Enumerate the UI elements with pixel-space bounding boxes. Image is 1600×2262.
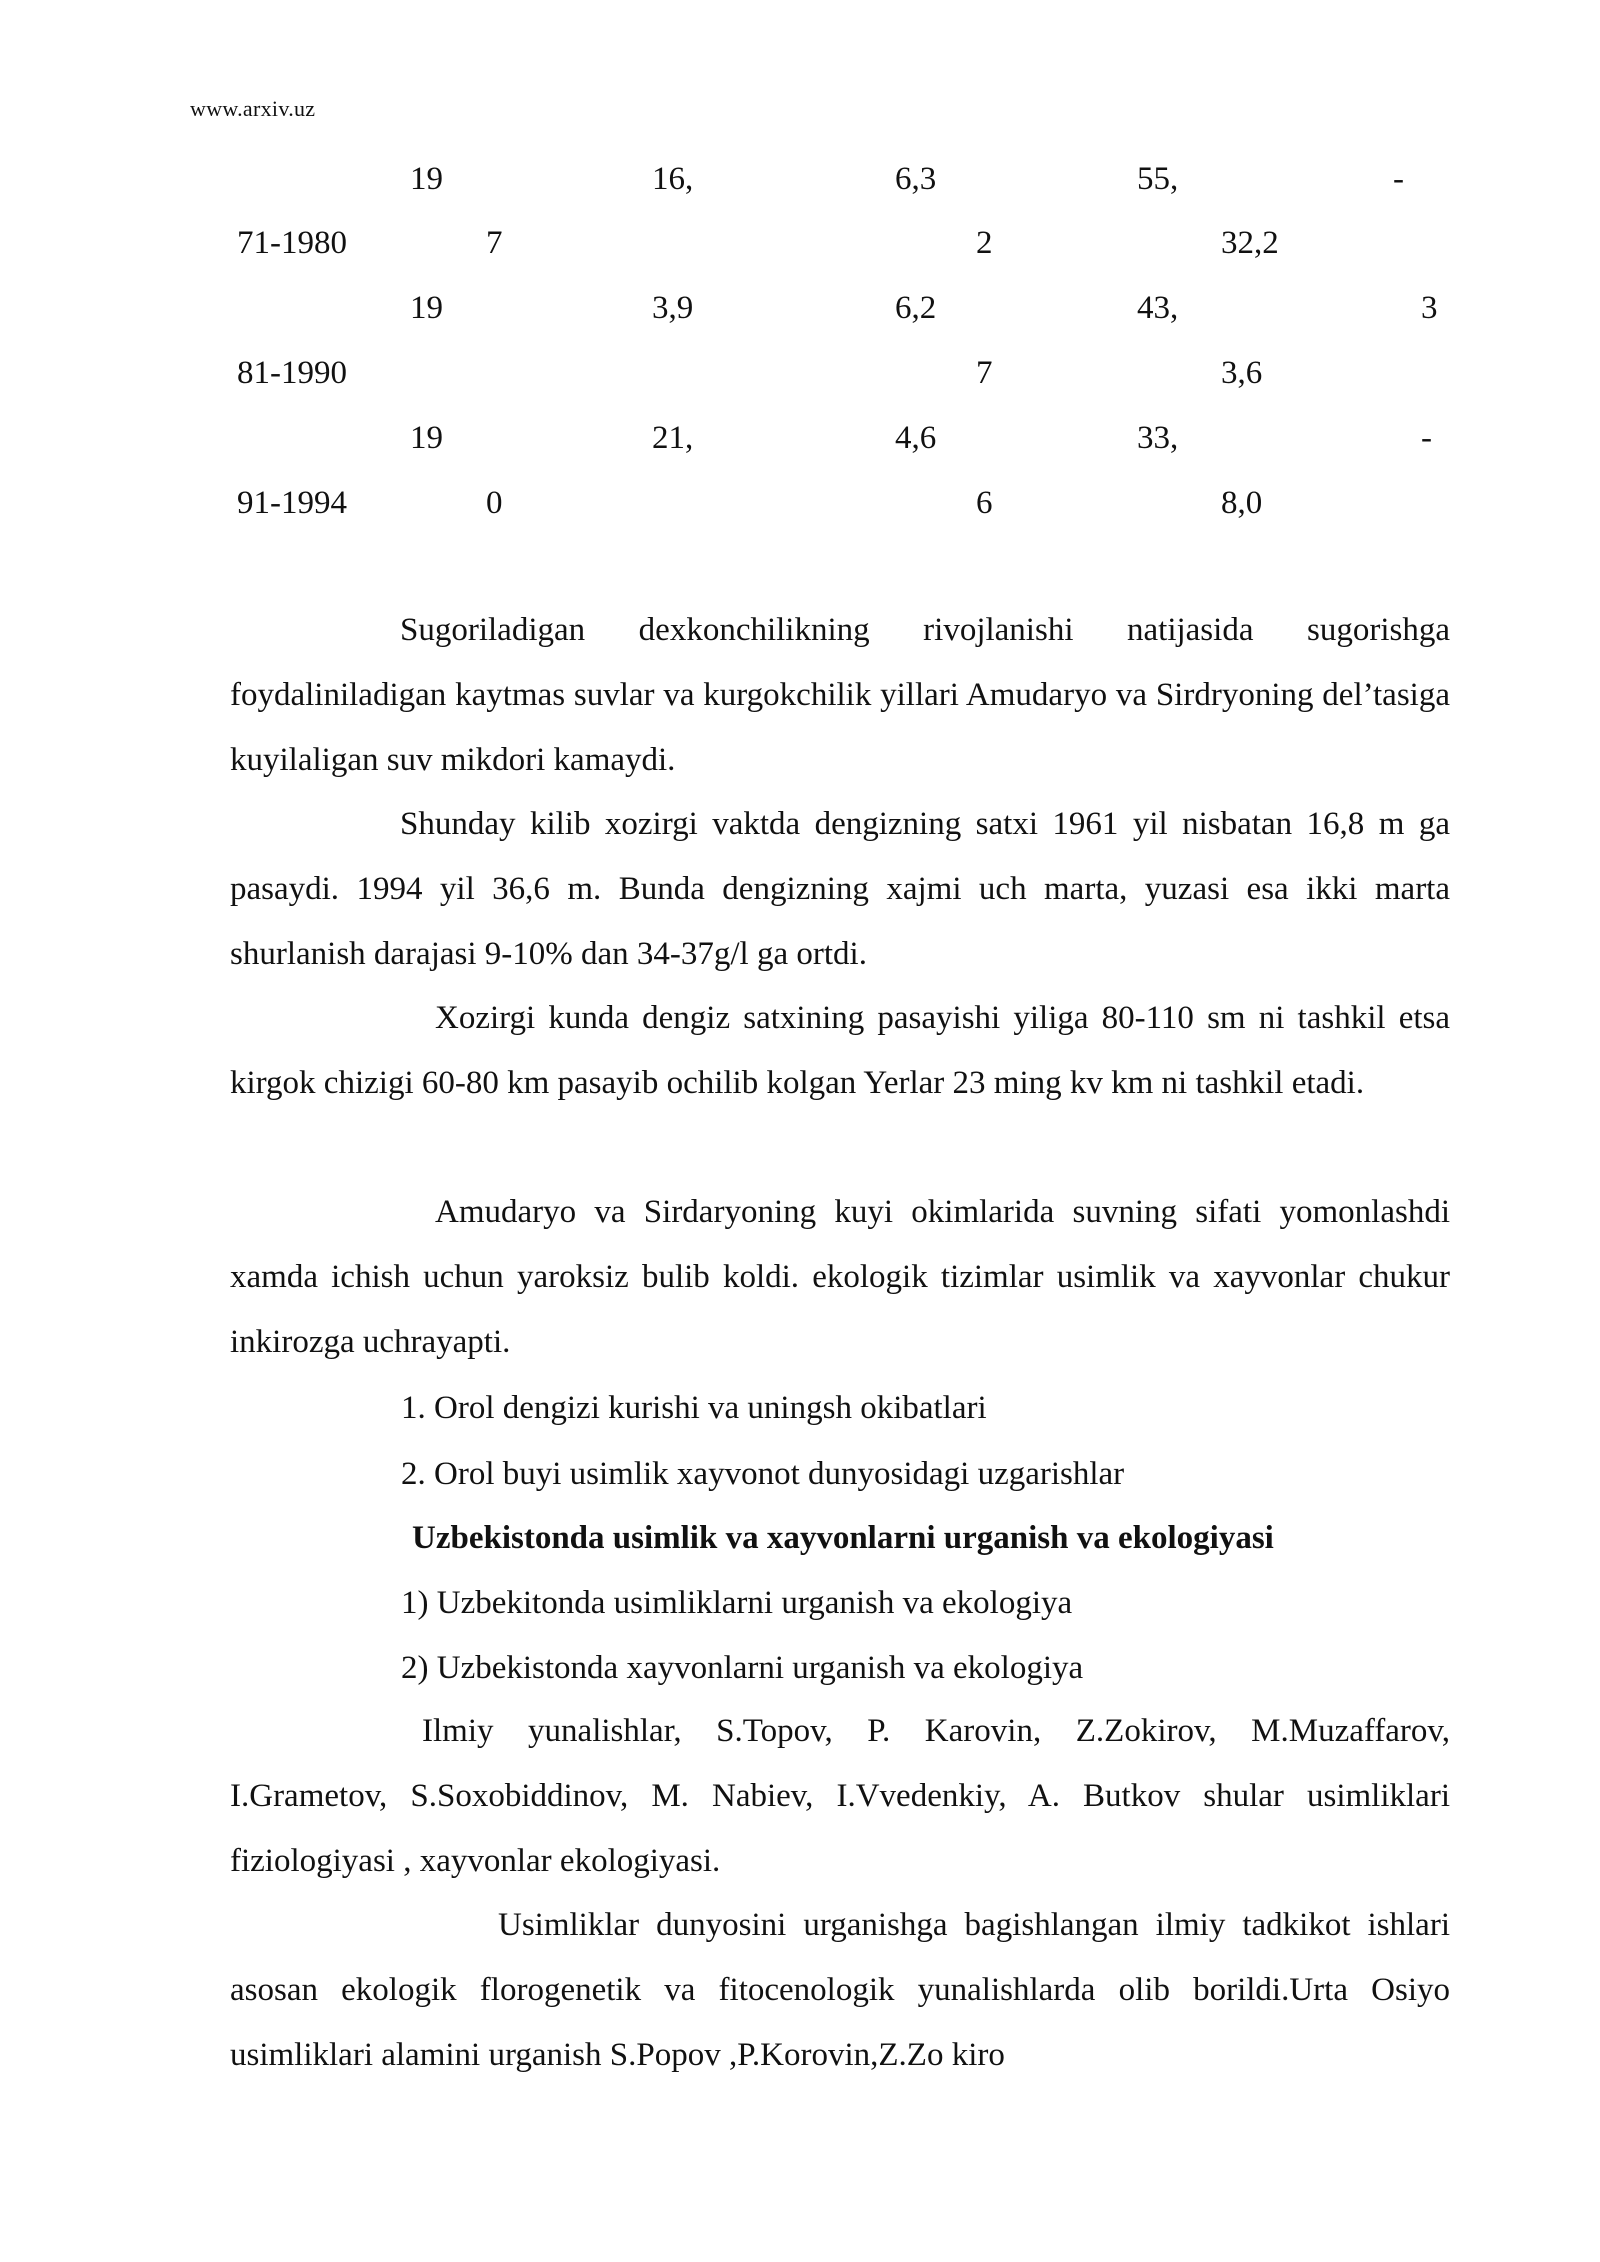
list-item: 1) Uzbekitonda usimliklarni urganish va ekologiya [401, 1585, 1073, 1621]
paragraph [230, 1180, 1450, 1375]
table-cell: 33, [1137, 420, 1179, 456]
table-cell: 8,0 [1221, 485, 1263, 521]
list-item: 2. Orol buyi usimlik xayvonot dunyosidagi uzgarishlar [401, 1456, 1125, 1492]
paragraph-text: Usimliklar dunyosini urganishga bagishlangan ilmiy tadkikot ishlari asosan ekologik florogenetik va fitocenologik yunalishlarda olib borildi.Urta Osiyo usimliklari alamini urganish S.Popov ,P.Korovin,Z.Zo kiro [230, 1907, 1450, 2073]
table-cell: 71-1980 [237, 225, 347, 261]
table-cell: 6,2 [895, 290, 937, 326]
table-cell: 91-1994 [237, 485, 347, 521]
section-heading: Uzbekistonda usimlik va xayvonlarni urganish va ekologiyasi [412, 1520, 1274, 1556]
table-cell: 3,6 [1221, 355, 1263, 391]
paragraph [230, 598, 1450, 793]
list-item: 2) Uzbekistonda xayvonlarni urganish va ekologiya [401, 1650, 1084, 1686]
table-cell: 3 [1421, 290, 1438, 326]
table-cell: - [1421, 420, 1432, 456]
table-cell: 55, [1137, 161, 1179, 197]
table-cell: 19 [410, 420, 443, 456]
paragraph [230, 792, 1450, 987]
paragraph-text: Xozirgi kunda dengiz satxining pasayishi yiliga 80-110 sm ni tashkil etsa kirgok chizigi 60-80 km pasayib ochilib kolgan Yerlar 23 ming kv km ni tashkil etadi. [230, 1000, 1450, 1101]
table-cell: 43, [1137, 290, 1179, 326]
table-cell: 3,9 [652, 290, 694, 326]
paragraph [230, 986, 1450, 1116]
site-url[interactable]: www.arxiv.uz [190, 96, 316, 121]
table-cell: 2 [976, 225, 993, 261]
table-cell: 0 [486, 485, 503, 521]
table-cell: 81-1990 [237, 355, 347, 391]
table-cell: 19 [410, 290, 443, 326]
table-cell: 6,3 [895, 161, 937, 197]
paragraph-text: Amudaryo va Sirdaryoning kuyi okimlarida suvning sifati yomonlashdi xamda ichish uchun yaroksiz bulib koldi. ekologik tizimlar usimlik va xayvonlar chukur inkirozga uchrayapti. [230, 1194, 1450, 1360]
table-cell: 32,2 [1221, 225, 1279, 261]
paragraph [230, 1893, 1450, 2088]
list-item: 1. Orol dengizi kurishi va uningsh okibatlari [401, 1390, 987, 1426]
table-cell: 7 [976, 355, 993, 391]
paragraph-text: Shunday kilib xozirgi vaktda dengizning satxi 1961 yil nisbatan 16,8 m ga pasaydi. 1994 yil 36,6 m. Bunda dengizning xajmi uch marta, yuzasi esa ikki marta shurlanish darajasi 9-10% dan 34-37g/l ga ortdi. [230, 806, 1450, 972]
table-cell: 19 [410, 161, 443, 197]
table-cell: 7 [486, 225, 503, 261]
table-cell: 6 [976, 485, 993, 521]
table-cell: 16, [652, 161, 694, 197]
table-cell: - [1393, 161, 1404, 197]
table-cell: 4,6 [895, 420, 937, 456]
paragraph [230, 1699, 1450, 1894]
paragraph-text: Ilmiy yunalishlar, S.Topov, P. Karovin, Z.Zokirov, M.Muzaffarov, I.Grametov, S.Soxobiddinov, M. Nabiev, I.Vvedenkiy, A. Butkov shular usimliklari fiziologiyasi , xayvonlar ekologiyasi. [230, 1713, 1450, 1879]
table-cell: 21, [652, 420, 694, 456]
paragraph-text: Sugoriladigan dexkonchilikning rivojlanishi natijasida sugorishga foydaliniladigan kaytmas suvlar va kurgokchilik yillari Amudaryo va Sirdryoning del’tasiga kuyilaligan suv mikdori kamaydi. [230, 612, 1450, 778]
